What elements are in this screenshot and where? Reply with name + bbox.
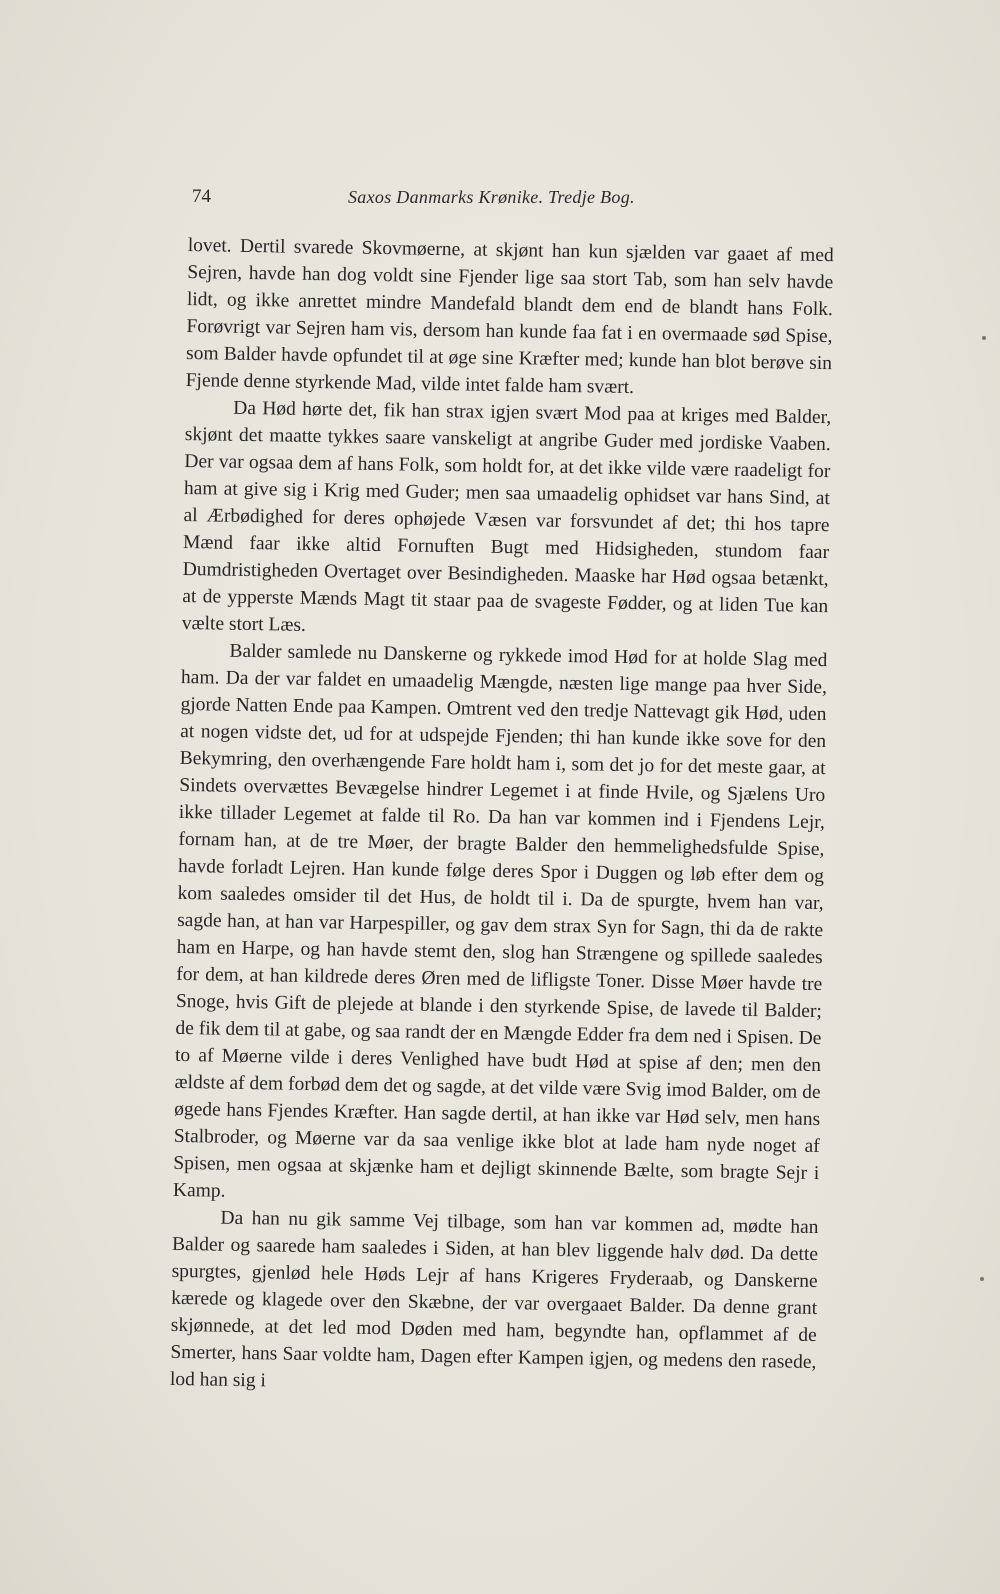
paragraph-continued: lovet. Dertil svarede Skovmøerne, at skjønt han kun sjælden var gaaet af med Sejren, havde han dog voldt sine Fjender lige saa stort Tab, som han selv havde lidt, og ikke anrettet mindre Mandefald blandt dem end de blandt hans Folk. Forøvrigt var Sejren ham vis, dersom han kunde faa fat i en overmaade sød Spise, som Balder havde opfundet til at øge sine Kræfter med; kunde han blot berøve sin Fjende denne styrkende Mad, vilde intet falde ham svært. [185, 234, 834, 399]
scan-speck [982, 336, 986, 340]
page-number: 74 [192, 186, 211, 207]
paragraph: Da Hød hørte det, fik han strax igjen svært Mod paa at kriges med Balder, skjønt det maatte tykkes saare vanskeligt at angribe Guder med jordiske Vaaben. Der var ogsaa dem af hans Folk, som holdt for, at det ikke vilde være raadeligt for ham at give sig i Krig med Guder; men saa umaadelig ophidset var hans Sind, at al Ærbødighed for deres ophøjede Væsen var forsvundet af det; thi hos tapre Mænd faar ikke altid Fornuften Bugt med Hidsigheden, stundom faar Dumdristigheden Overtaget over Besindigheden. Maaske har Hød ogsaa betænkt, at de ypperste Mænds Magt tit staar paa de svageste Fødder, og at liden Tue kan vælte stort Læs. [181, 397, 832, 636]
running-title: Saxos Danmarks Krønike. Tredje Bog. [348, 187, 635, 207]
scan-speck [980, 1277, 984, 1281]
paragraph: Balder samlede nu Danskerne og rykkede imod Hød for at holde Slag med ham. Da der var faldet en umaadelig Mængde, næsten lige mange paa hver Side, gjorde Natten Ende paa Kampen. Omtrent ved den tredje Nattevagt gik Hød, uden at nogen vidste det, ud for at udspejde Fjenden; thi han kunde ikke sove for den Bekymring, den overhængende Fare holdt ham i, som det jo for det meste gaar, at Sindets overvættes Bevægelse hindrer Legemet i at finde Hvile, og Sjælens Uro ikke tillader Legemet at falde til Ro. Da han var kommen ind i Fjendens Lejr, fornam han, at de tre Møer, der bragte Balder den hemmelighedsfulde Spise, havde forladt Lejren. Han kunde følge deres Spor i Duggen og løb efter dem og kom saaledes omsider til det Hus, de holdt til i. Da de spurgte, hvem han var, sagde han, at han var Harpespiller, og gav dem strax Syn for Sagn, thi da de rakte ham en Harpe, og han havde stemt den, slog han Strængene og spillede saaledes for dem, at han kildrede deres Øren med de lifligste Toner. Disse Møer havde tre Snoge, hvis Gift de plejede at blande i den styrkende Spise, de lavede til Balder; de fik dem til at gabe, og saa randt der en Mængde Edder fra dem ned i Spisen. De to af Møerne vilde i deres Venlighed have budt Hød at spise af den; men den ældste af dem forbød dem det og sagde, at det vilde være Svig imod Balder, om de øgede hans Fjendes Kræfter. Han sagde dertil, at han ikke var Hød selv, men hans Stalbroder, og Møerne var da saa venlige ikke blot at lade ham nyde noget af Spisen, men ogsaa at skjænke ham et dejligt skinnende Bælte, som bragte Sejr i Kamp. [172, 640, 828, 1202]
body-text [169, 232, 834, 1392]
running-head [192, 186, 698, 216]
paragraph: Da han nu gik samme Vej tilbage, som han var kommen ad, mødte han Balder og saarede ham saaledes i Siden, at han blev liggende halv død. Da dette spurgtes, gjenlød hele Høds Lejr af hans Krigeres Fryderaab, og Danskerne kærede og klagede over den Skæbne, der var overgaaet Balder. Da denne grant skjønnede, at det led mod Døden med ham, begyndte han, opflammet af de Smerter, hans Saar voldte ham, Dagen efter Kampen igjen, og medens den rasede, lod han sig i [169, 1207, 819, 1392]
